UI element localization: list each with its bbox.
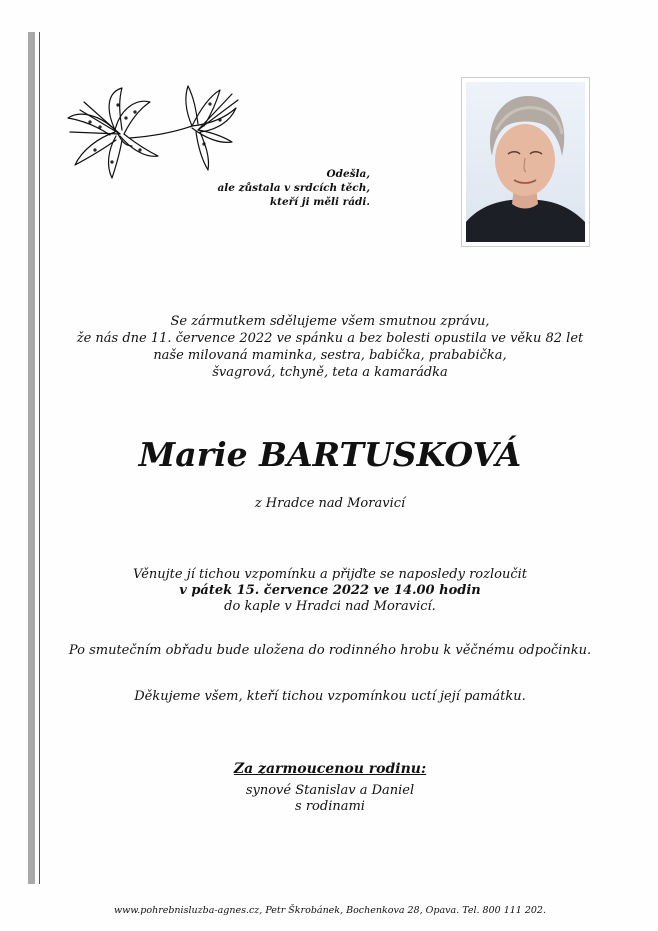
deceased-origin: z Hradce nad Moravicí <box>254 496 406 511</box>
left-border-bar <box>28 32 35 884</box>
family-line: synové Stanislav a Daniel <box>245 783 415 798</box>
left-border-line <box>39 32 40 884</box>
portrait-frame <box>461 77 590 247</box>
deceased-name: Marie BARTUSKOVÁ <box>138 435 522 474</box>
quote-line: Odešla, <box>326 168 370 180</box>
family-heading: Za zarmoucenou rodinu: <box>233 761 427 777</box>
announcement-text <box>60 313 600 381</box>
announcement-line: naše milovaná maminka, sestra, babička, prababička, <box>153 348 507 363</box>
quote-line: ale zůstala v srdcích těch, <box>217 182 370 194</box>
announcement-line: švagrová, tchyně, teta a kamarádka <box>212 365 448 380</box>
family-line: s rodinami <box>295 799 365 814</box>
quote-text <box>210 167 370 209</box>
quote-line: kteří ji měli rádi. <box>269 196 370 208</box>
portrait-photo <box>466 82 585 242</box>
funeral-service-footer: www.pohrebnisluzba-agnes.cz, Petr Škrobánek, Bochenkova 28, Opava. Tel. 800 111 202. <box>113 905 546 916</box>
burial-note: Po smutečním obřadu bude uložena do rodinného hrobu k věčnému odpočinku. <box>68 643 592 658</box>
ceremony-details <box>60 567 600 615</box>
announcement-line: Se zármutkem sdělujeme všem smutnou zprávu, <box>170 314 490 329</box>
ceremony-place: do kaple v Hradci nad Moravicí. <box>224 599 436 614</box>
thanks-note: Děkujeme všem, kteří tichou vzpomínkou uctí její památku. <box>134 689 526 704</box>
announcement-line: že nás dne 11. července 2022 ve spánku a bez bolesti opustila ve věku 82 let <box>76 331 584 346</box>
ceremony-datetime: v pátek 15. července 2022 ve 14.00 hodin <box>179 583 481 598</box>
ceremony-invite: Věnujte jí tichou vzpomínku a přijďte se naposledy rozloučit <box>133 567 527 582</box>
family-members <box>60 783 600 815</box>
